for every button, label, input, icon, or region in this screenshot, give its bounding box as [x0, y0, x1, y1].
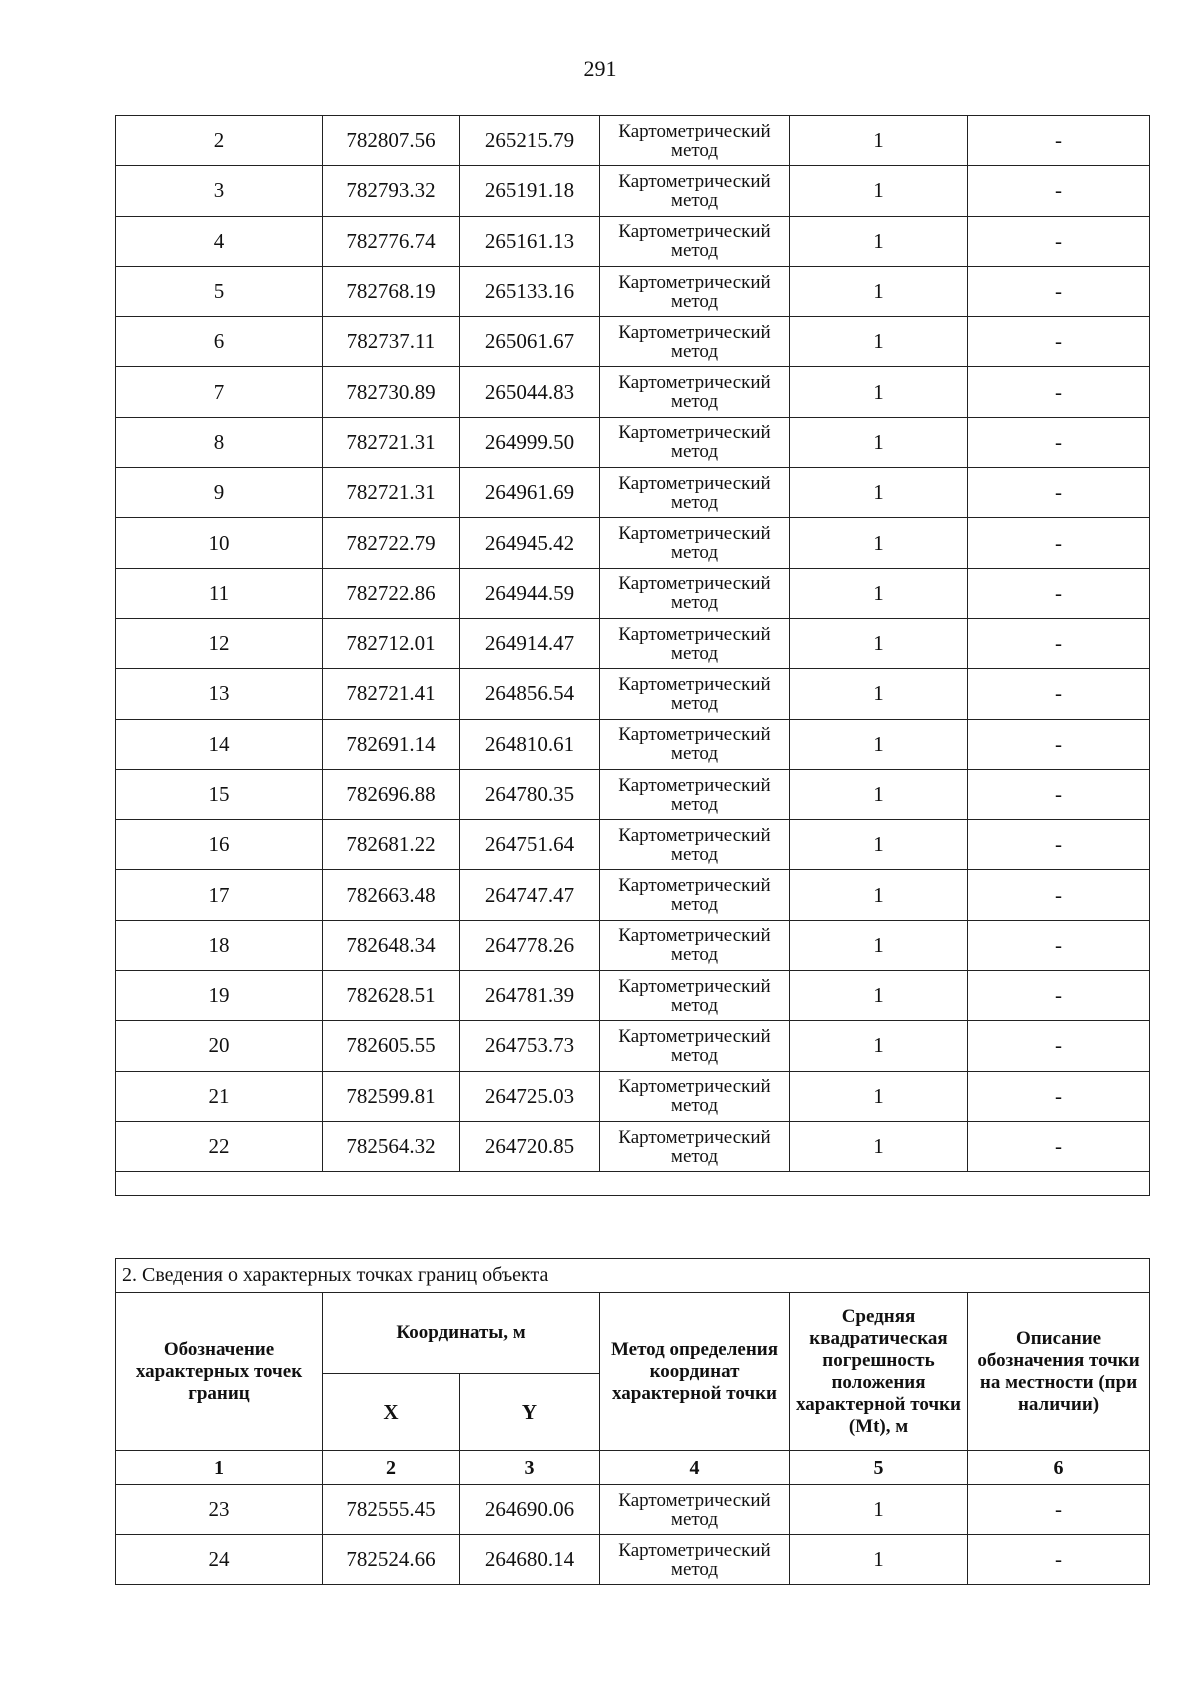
description-cell: - — [968, 870, 1150, 920]
table-row — [116, 971, 1150, 1021]
table-row — [116, 1071, 1150, 1121]
x-coordinate-cell: 782776.74 — [323, 216, 460, 266]
method-cell: Картометрический метод — [600, 468, 790, 518]
header-method: Метод определения координат характерной точки — [600, 1293, 790, 1451]
table-row — [116, 216, 1150, 266]
mean-error-cell: 1 — [790, 920, 968, 970]
x-coordinate-cell: 782524.66 — [323, 1535, 460, 1585]
mean-error-cell: 1 — [790, 820, 968, 870]
header-y: Y — [460, 1374, 600, 1451]
description-cell: - — [968, 116, 1150, 166]
description-cell: - — [968, 216, 1150, 266]
description-cell: - — [968, 518, 1150, 568]
point-id-cell: 4 — [116, 216, 323, 266]
y-coordinate-cell: 264944.59 — [460, 568, 600, 618]
table-row — [116, 769, 1150, 819]
method-cell: Картометрический метод — [600, 266, 790, 316]
y-coordinate-cell: 264751.64 — [460, 820, 600, 870]
point-id-cell: 6 — [116, 317, 323, 367]
x-coordinate-cell: 782691.14 — [323, 719, 460, 769]
table-row — [116, 669, 1150, 719]
mean-error-cell: 1 — [790, 518, 968, 568]
description-cell: - — [968, 468, 1150, 518]
table-row — [116, 266, 1150, 316]
description-cell: - — [968, 971, 1150, 1021]
mean-error-cell: 1 — [790, 166, 968, 216]
point-id-cell: 8 — [116, 417, 323, 467]
header-mean-error: Средняя квадратическая погрешность положения характерной точки (Mt), м — [790, 1293, 968, 1451]
description-cell: - — [968, 166, 1150, 216]
description-cell: - — [968, 1485, 1150, 1535]
table-row — [116, 417, 1150, 467]
y-coordinate-cell: 265215.79 — [460, 116, 600, 166]
y-coordinate-cell: 264778.26 — [460, 920, 600, 970]
description-cell: - — [968, 769, 1150, 819]
y-coordinate-cell: 264781.39 — [460, 971, 600, 1021]
header-coordinates: Координаты, м — [323, 1293, 600, 1374]
method-cell: Картометрический метод — [600, 870, 790, 920]
method-cell: Картометрический метод — [600, 669, 790, 719]
description-cell: - — [968, 618, 1150, 668]
point-id-cell: 14 — [116, 719, 323, 769]
mean-error-cell: 1 — [790, 1071, 968, 1121]
y-coordinate-cell: 264810.61 — [460, 719, 600, 769]
mean-error-cell: 1 — [790, 568, 968, 618]
mean-error-cell: 1 — [790, 1535, 968, 1585]
x-coordinate-cell: 782663.48 — [323, 870, 460, 920]
point-id-cell: 16 — [116, 820, 323, 870]
table-row — [116, 618, 1150, 668]
y-coordinate-cell: 264780.35 — [460, 769, 600, 819]
point-id-cell: 3 — [116, 166, 323, 216]
section-title: 2. Сведения о характерных точках границ объекта — [116, 1259, 1150, 1293]
point-id-cell: 2 — [116, 116, 323, 166]
description-cell: - — [968, 367, 1150, 417]
description-cell: - — [968, 1535, 1150, 1585]
point-id-cell: 22 — [116, 1121, 323, 1171]
mean-error-cell: 1 — [790, 1485, 968, 1535]
y-coordinate-cell: 264680.14 — [460, 1535, 600, 1585]
y-coordinate-cell: 264725.03 — [460, 1071, 600, 1121]
description-cell: - — [968, 568, 1150, 618]
x-coordinate-cell: 782737.11 — [323, 317, 460, 367]
point-id-cell: 9 — [116, 468, 323, 518]
mean-error-cell: 1 — [790, 1021, 968, 1071]
x-coordinate-cell: 782681.22 — [323, 820, 460, 870]
method-cell: Картометрический метод — [600, 618, 790, 668]
x-coordinate-cell: 782722.79 — [323, 518, 460, 568]
table-row — [116, 518, 1150, 568]
x-coordinate-cell: 782768.19 — [323, 266, 460, 316]
mean-error-cell: 1 — [790, 669, 968, 719]
description-cell: - — [968, 266, 1150, 316]
mean-error-cell: 1 — [790, 468, 968, 518]
method-cell: Картометрический метод — [600, 920, 790, 970]
column-number: 4 — [600, 1451, 790, 1485]
mean-error-cell: 1 — [790, 216, 968, 266]
mean-error-cell: 1 — [790, 417, 968, 467]
empty-cell — [116, 1172, 1150, 1196]
header-point-designation: Обозначение характерных точек границ — [116, 1293, 323, 1451]
point-id-cell: 11 — [116, 568, 323, 618]
point-id-cell: 23 — [116, 1485, 323, 1535]
point-id-cell: 21 — [116, 1071, 323, 1121]
point-id-cell: 5 — [116, 266, 323, 316]
y-coordinate-cell: 264945.42 — [460, 518, 600, 568]
column-number: 6 — [968, 1451, 1150, 1485]
table-row — [116, 820, 1150, 870]
y-coordinate-cell: 264856.54 — [460, 669, 600, 719]
y-coordinate-cell: 264961.69 — [460, 468, 600, 518]
x-coordinate-cell: 782722.86 — [323, 568, 460, 618]
method-cell: Картометрический метод — [600, 216, 790, 266]
x-coordinate-cell: 782721.31 — [323, 468, 460, 518]
y-coordinate-cell: 264914.47 — [460, 618, 600, 668]
point-id-cell: 20 — [116, 1021, 323, 1071]
column-number: 1 — [116, 1451, 323, 1485]
point-id-cell: 17 — [116, 870, 323, 920]
method-cell: Картометрический метод — [600, 719, 790, 769]
mean-error-cell: 1 — [790, 1121, 968, 1171]
mean-error-cell: 1 — [790, 367, 968, 417]
x-coordinate-cell: 782648.34 — [323, 920, 460, 970]
table-row — [116, 1485, 1150, 1535]
point-id-cell: 10 — [116, 518, 323, 568]
method-cell: Картометрический метод — [600, 769, 790, 819]
point-id-cell: 19 — [116, 971, 323, 1021]
x-coordinate-cell: 782730.89 — [323, 367, 460, 417]
method-cell: Картометрический метод — [600, 1121, 790, 1171]
column-number: 2 — [323, 1451, 460, 1485]
point-id-cell: 18 — [116, 920, 323, 970]
method-cell: Картометрический метод — [600, 568, 790, 618]
table-row — [116, 1121, 1150, 1171]
description-cell: - — [968, 820, 1150, 870]
point-id-cell: 24 — [116, 1535, 323, 1585]
method-cell: Картометрический метод — [600, 1485, 790, 1535]
y-coordinate-cell: 265191.18 — [460, 166, 600, 216]
method-cell: Картометрический метод — [600, 1535, 790, 1585]
table-row — [116, 1535, 1150, 1585]
method-cell: Картометрический метод — [600, 417, 790, 467]
method-cell: Картометрический метод — [600, 367, 790, 417]
table-row — [116, 116, 1150, 166]
method-cell: Картометрический метод — [600, 971, 790, 1021]
y-coordinate-cell: 264753.73 — [460, 1021, 600, 1071]
x-coordinate-cell: 782555.45 — [323, 1485, 460, 1535]
point-id-cell: 15 — [116, 769, 323, 819]
header-description: Описание обозначения точки на местности (при наличии) — [968, 1293, 1150, 1451]
x-coordinate-cell: 782628.51 — [323, 971, 460, 1021]
description-cell: - — [968, 1021, 1150, 1071]
point-id-cell: 7 — [116, 367, 323, 417]
method-cell: Картометрический метод — [600, 116, 790, 166]
method-cell: Картометрический метод — [600, 317, 790, 367]
method-cell: Картометрический метод — [600, 1071, 790, 1121]
table-row — [116, 367, 1150, 417]
table-row — [116, 468, 1150, 518]
y-coordinate-cell: 264690.06 — [460, 1485, 600, 1535]
table-row — [116, 568, 1150, 618]
x-coordinate-cell: 782807.56 — [323, 116, 460, 166]
column-number: 5 — [790, 1451, 968, 1485]
y-coordinate-cell: 265044.83 — [460, 367, 600, 417]
mean-error-cell: 1 — [790, 317, 968, 367]
boundary-points-table — [115, 1258, 1150, 1585]
y-coordinate-cell: 265133.16 — [460, 266, 600, 316]
empty-row — [116, 1172, 1150, 1196]
description-cell: - — [968, 920, 1150, 970]
mean-error-cell: 1 — [790, 618, 968, 668]
x-coordinate-cell: 782721.31 — [323, 417, 460, 467]
description-cell: - — [968, 1071, 1150, 1121]
point-id-cell: 12 — [116, 618, 323, 668]
y-coordinate-cell: 264720.85 — [460, 1121, 600, 1171]
x-coordinate-cell: 782605.55 — [323, 1021, 460, 1071]
mean-error-cell: 1 — [790, 769, 968, 819]
method-cell: Картометрический метод — [600, 518, 790, 568]
method-cell: Картометрический метод — [600, 166, 790, 216]
table-row — [116, 920, 1150, 970]
mean-error-cell: 1 — [790, 116, 968, 166]
description-cell: - — [968, 317, 1150, 367]
page-number: 291 — [583, 56, 617, 81]
y-coordinate-cell: 265161.13 — [460, 216, 600, 266]
mean-error-cell: 1 — [790, 971, 968, 1021]
description-cell: - — [968, 669, 1150, 719]
method-cell: Картометрический метод — [600, 1021, 790, 1071]
table-row — [116, 166, 1150, 216]
x-coordinate-cell: 782599.81 — [323, 1071, 460, 1121]
mean-error-cell: 1 — [790, 266, 968, 316]
method-cell: Картометрический метод — [600, 820, 790, 870]
point-id-cell: 13 — [116, 669, 323, 719]
mean-error-cell: 1 — [790, 719, 968, 769]
description-cell: - — [968, 719, 1150, 769]
description-cell: - — [968, 417, 1150, 467]
x-coordinate-cell: 782793.32 — [323, 166, 460, 216]
table-row — [116, 1021, 1150, 1071]
table-row — [116, 870, 1150, 920]
x-coordinate-cell: 782721.41 — [323, 669, 460, 719]
mean-error-cell: 1 — [790, 870, 968, 920]
y-coordinate-cell: 265061.67 — [460, 317, 600, 367]
description-cell: - — [968, 1121, 1150, 1171]
column-number: 3 — [460, 1451, 600, 1485]
header-x: X — [323, 1374, 460, 1451]
y-coordinate-cell: 264747.47 — [460, 870, 600, 920]
y-coordinate-cell: 264999.50 — [460, 417, 600, 467]
coordinates-table-continued — [115, 115, 1150, 1196]
table-row — [116, 317, 1150, 367]
x-coordinate-cell: 782712.01 — [323, 618, 460, 668]
x-coordinate-cell: 782564.32 — [323, 1121, 460, 1171]
x-coordinate-cell: 782696.88 — [323, 769, 460, 819]
table-row — [116, 719, 1150, 769]
